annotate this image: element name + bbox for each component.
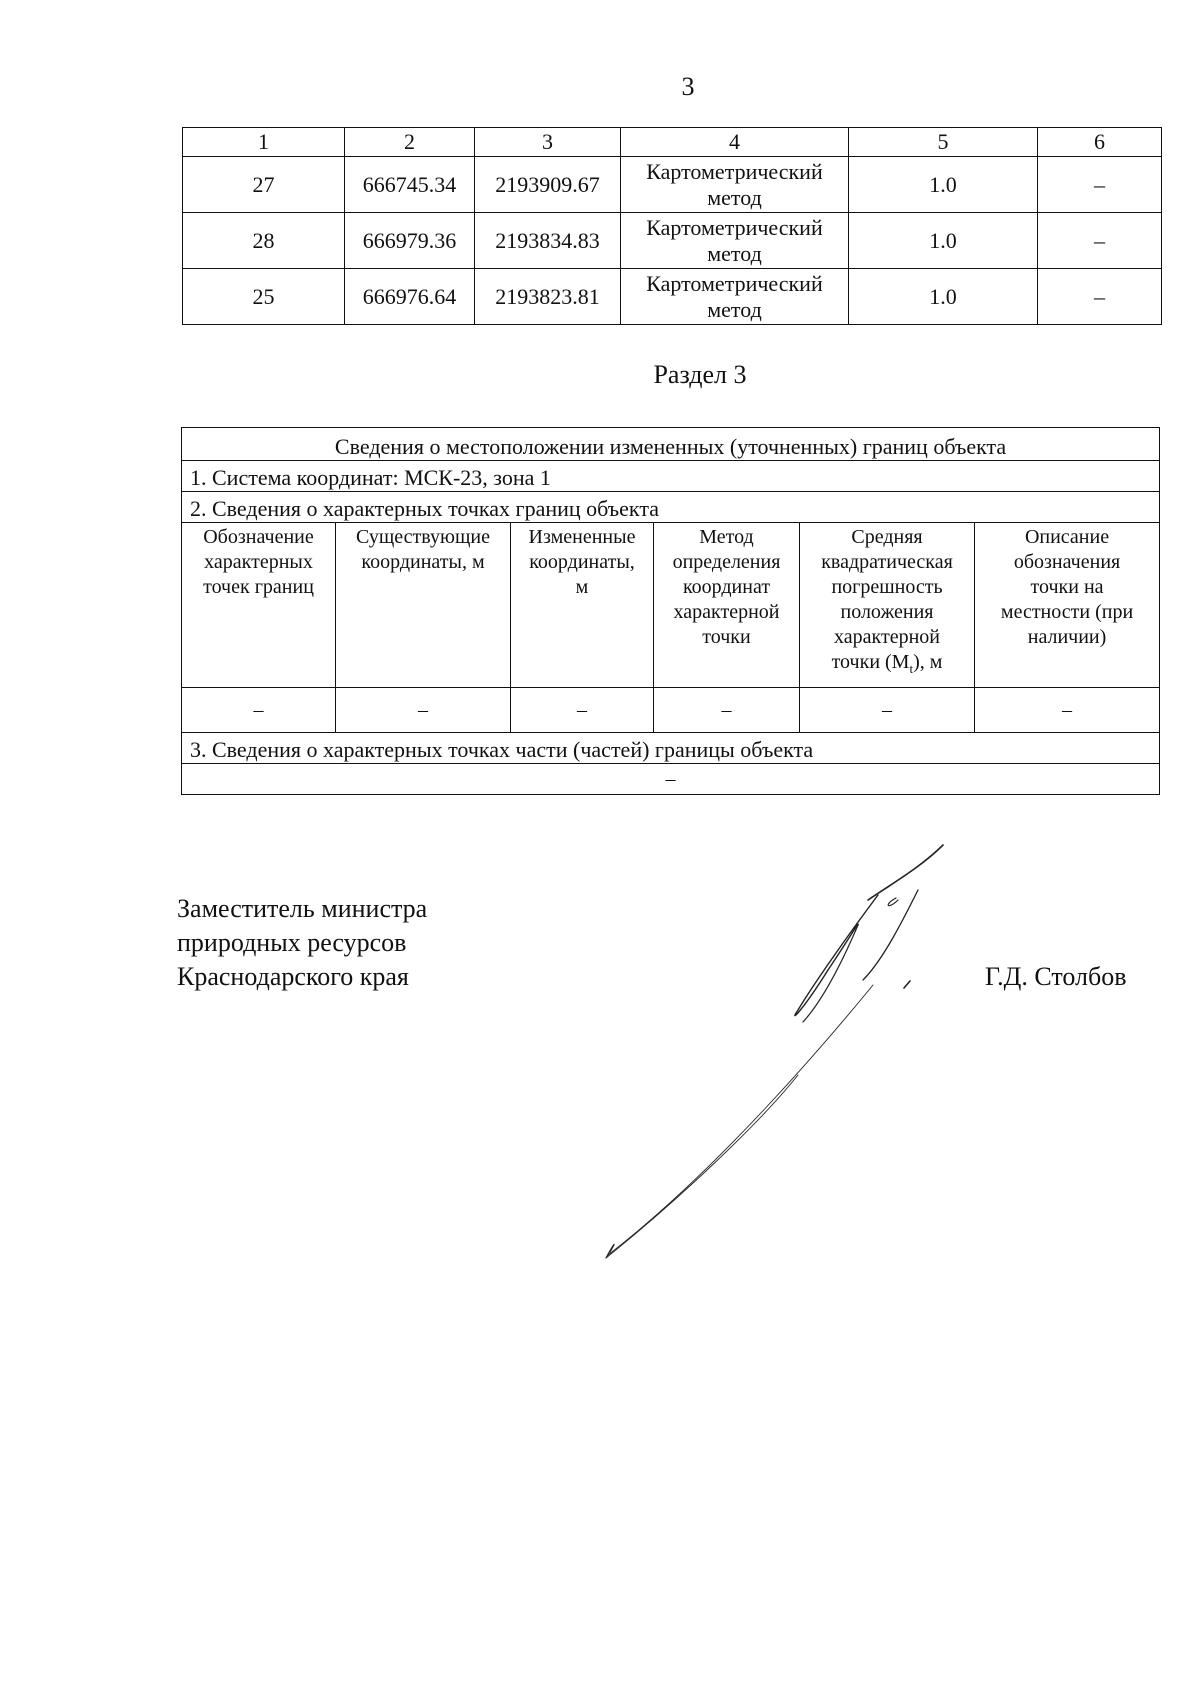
signer-name: Г.Д. Столбов (985, 962, 1127, 991)
method-line: Картометрический (646, 270, 823, 296)
table-row (183, 213, 1162, 269)
point-id: 28 (183, 213, 345, 269)
column-number: 6 (1038, 128, 1162, 157)
description-value: – (1038, 269, 1162, 325)
empty-value: – (182, 688, 336, 733)
parts-heading: 3. Сведения о характерных точках части (частей) границы объекта (182, 733, 1160, 764)
empty-value: – (511, 688, 654, 733)
column-number: 5 (849, 128, 1038, 157)
coordinates-continuation-table (182, 127, 1162, 325)
error-value: 1.0 (849, 157, 1038, 213)
column-header: Описание обозначения точки на местности (при наличии) (975, 523, 1160, 688)
description-value: – (1038, 213, 1162, 269)
method-line: метод (707, 240, 762, 266)
column-number: 4 (621, 128, 849, 157)
method-cell (621, 269, 849, 325)
points-heading: 2. Сведения о характерных точках границ объекта (182, 492, 1160, 523)
coordinate-system: 1. Система координат: МСК-23, зона 1 (182, 461, 1160, 492)
column-header: Существующие координаты, м (336, 523, 511, 688)
column-header: Средняя квадратическая погрешность положения характерной точки $(M_t)$, м (800, 523, 975, 688)
method-line: метод (707, 296, 762, 322)
column-number: 3 (475, 128, 621, 157)
empty-value: – (654, 688, 800, 733)
table-header-row (183, 128, 1162, 157)
error-value: 1.0 (849, 269, 1038, 325)
error-value: 1.0 (849, 213, 1038, 269)
handwritten-signature (598, 840, 948, 1260)
table-row (182, 688, 1160, 733)
column-header: Метод определения координат характерной точки (654, 523, 800, 688)
section3-table (181, 427, 1160, 795)
signer-position (177, 892, 427, 994)
section3-heading: Сведения о местоположении измененных (уточненных) границ объекта (182, 428, 1160, 461)
method-line: метод (707, 184, 762, 210)
signer-line: Краснодарского края (177, 962, 409, 991)
y-coordinate: 2193823.81 (475, 269, 621, 325)
method-line: Картометрический (646, 214, 823, 240)
column-header: Обозначение характерных точек границ (182, 523, 336, 688)
section-title: Раздел 3 (653, 360, 747, 389)
method-cell (621, 213, 849, 269)
column-header: Измененные координаты, м (511, 523, 654, 688)
point-id: 27 (183, 157, 345, 213)
column-number: 1 (183, 128, 345, 157)
method-line: Картометрический (646, 158, 823, 184)
empty-value: – (336, 688, 511, 733)
table-row (183, 157, 1162, 213)
y-coordinate: 2193834.83 (475, 213, 621, 269)
x-coordinate: 666745.34 (345, 157, 475, 213)
description-value: – (1038, 157, 1162, 213)
empty-value: – (975, 688, 1160, 733)
signer-line: Заместитель министра (177, 894, 428, 923)
empty-value: – (800, 688, 975, 733)
column-header-row (182, 523, 1160, 688)
signer-line: природных ресурсов (177, 928, 407, 957)
y-coordinate: 2193909.67 (475, 157, 621, 213)
column-number: 2 (345, 128, 475, 157)
parts-value: – (182, 764, 1160, 795)
method-cell (621, 157, 849, 213)
table-row (183, 269, 1162, 325)
x-coordinate: 666976.64 (345, 269, 475, 325)
x-coordinate: 666979.36 (345, 213, 475, 269)
point-id: 25 (183, 269, 345, 325)
page-number: 3 (681, 72, 695, 101)
